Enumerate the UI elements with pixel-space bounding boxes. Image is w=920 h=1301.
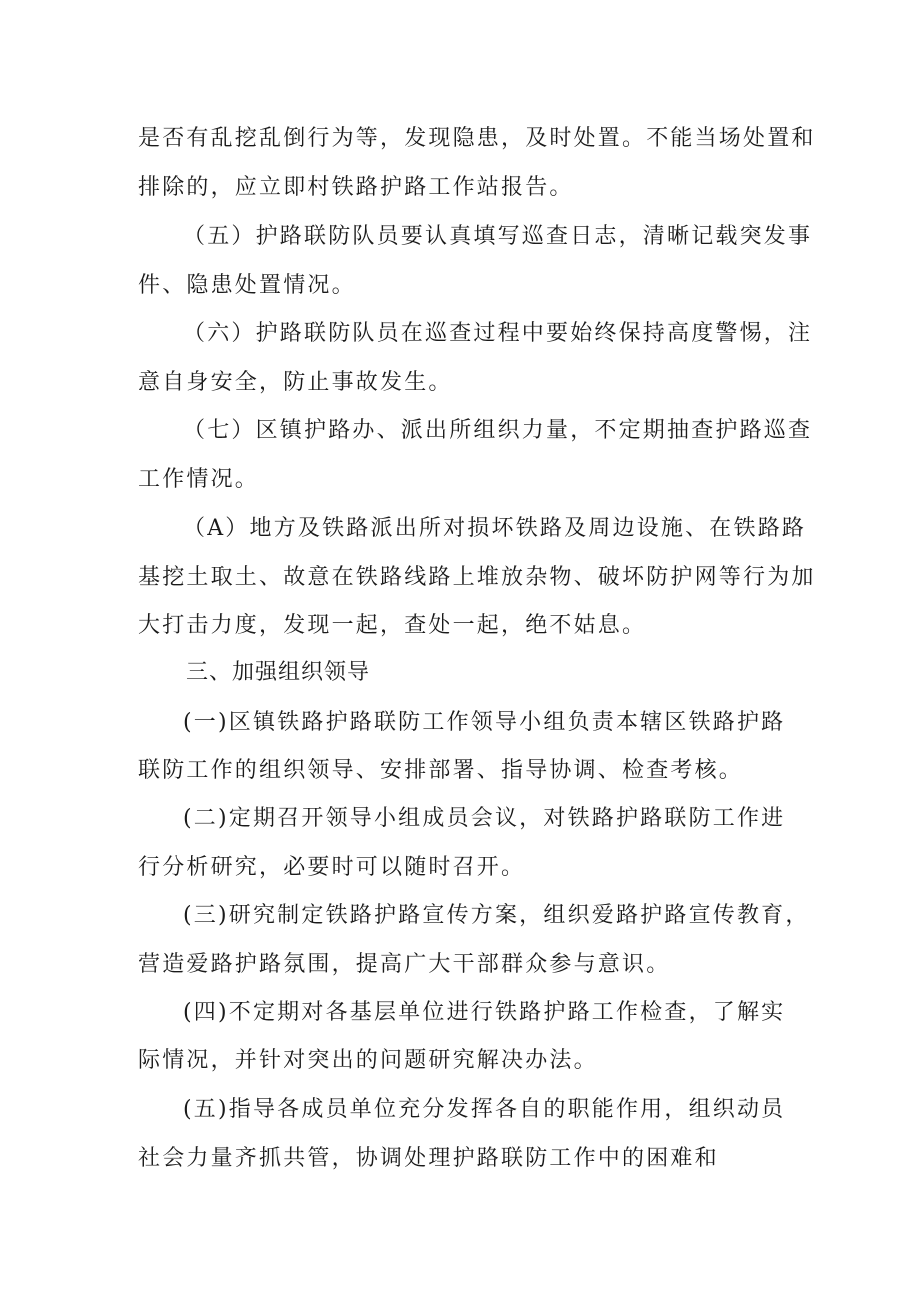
item-four-line: (四)不定期对各基层单位进行铁路护路工作检查，了解实 xyxy=(183,1000,786,1025)
paragraph-eight-line: （A）地方及铁路派出所对损坏铁路及周边设施、在铁路路 xyxy=(183,516,807,541)
text-line: 工作情况。 xyxy=(138,467,260,492)
paragraph-six-line: （六）护路联防队员在巡查过程中要始终保持高度警惕，注 xyxy=(183,321,813,346)
text-line: 行分析研究，必要时可以随时召开。 xyxy=(138,855,526,880)
text-line: 基挖土取土、故意在铁路线路上堆放杂物、破坏防护网等行为加 xyxy=(138,565,816,590)
paragraph-seven-line: （七）区镇护路办、派出所组织力量，不定期抽查护路巡查 xyxy=(183,418,813,443)
text-line: 际情况，并针对突出的问题研究解决办法。 xyxy=(138,1048,598,1073)
item-five-line: (五)指导各成员单位充分发挥各自的职能作用，组织动员 xyxy=(183,1097,786,1122)
text-line: 联防工作的组织领导、安排部署、指导协调、检查考核。 xyxy=(138,758,744,783)
paragraph-five-line: （五）护路联防队员要认真填写巡查日志，清晰记载突发事 xyxy=(183,224,813,249)
text-line: 件、隐患处置情况。 xyxy=(138,273,356,298)
text-line: 营造爱路护路氛围，提高广大干部群众参与意识。 xyxy=(138,952,671,977)
text-line: 排除的，应立即村铁路护路工作站报告。 xyxy=(138,175,574,200)
item-two-line: (二)定期召开领导小组成员会议，对铁路护路联防工作进 xyxy=(183,806,786,831)
section-heading: 三、加强组织领导 xyxy=(186,660,371,685)
item-one-line: (一)区镇铁路护路联防工作领导小组负责本辖区铁路护路 xyxy=(183,710,786,735)
text-line: 大打击力度，发现一起，查处一起，绝不姑息。 xyxy=(138,613,647,638)
text-line: 社会力量齐抓共管，协调处理护路联防工作中的困难和 xyxy=(138,1146,719,1171)
item-three-line: (三)研究制定铁路护路宣传方案，组织爱路护路宣传教育， xyxy=(183,903,810,928)
text-line: 是否有乱挖乱倒行为等，发现隐患，及时处置。不能当场处置和 xyxy=(138,126,816,151)
text-line: 意自身安全，防止事故发生。 xyxy=(138,370,453,395)
